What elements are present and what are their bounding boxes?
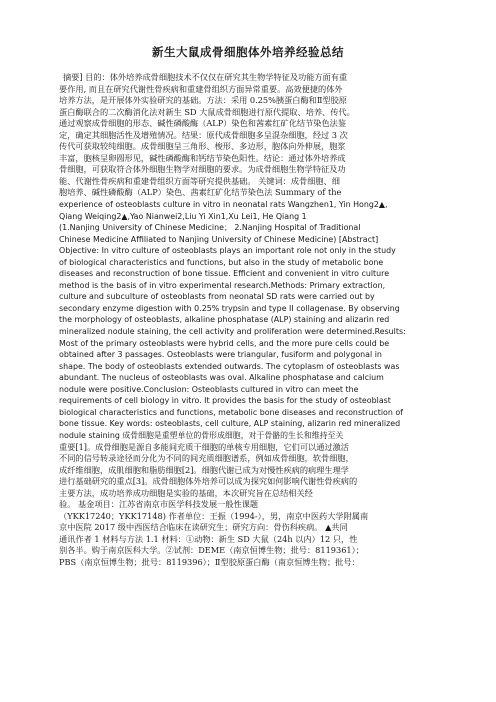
body-line: 胞培养、碱性磷酸酶（ALP）染色、茜素红矿化结节染色法 Summary of the [59,187,342,198]
body-line: 别各半。购于南京医科大学。②试剂：DEME（南京恒博生物；批号：8119361）； [59,545,364,556]
body-line: 进行基础研究的重点[3]。成骨细胞体外培养可以成为探究如何影响代谢性骨疾病的 [59,476,358,487]
body-line: Qiang Weiqing2▲,Yao Nianwei2,Liu Yi Xin1,Xu Lei1, He Qiang 1 [59,211,307,221]
body-line: 骨细胞，可获取符合体外细胞生物学对细胞的要求。为成骨细胞生物学特征及功 [59,164,346,175]
document-title: 新生大鼠成骨细胞体外培养经验总结 [152,45,344,59]
body-line: 摘要] 目的：体外培养成骨细胞技术不仅仅在研究其生物学特征及功能方面有重 [63,72,348,82]
body-line: shape. The body of osteoblasts extended outwards. The cytoplasm of osteoblasts was [59,361,400,371]
body-line: 成纤维细胞，成肌细胞和脂肪细胞[2]。细胞代谢已成为对慢性疾病的病理生理学 [59,464,349,475]
body-line: 通讯作者 1 材料与方法 1.1 材料：①动物：新生 SD 大鼠（24h 以内）12 只，性 [59,533,358,544]
body-line: （YKK17240；YKK17148) 作者单位：王振（1994-），男，南京中医药大学附属南 [59,510,369,521]
body-line: 要作用, 而且在研究代谢性骨疾病和重建骨组织方面异常重要。高效便捷的体外 [59,83,343,94]
body-line: bone tissue. Key words: osteoblasts, cell culture, ALP staining, alizarin red mineralized [59,419,401,429]
body-line: 蛋白酶联合的二次酶消化法对新生 SD 大鼠成骨细胞进行原代提取、培养、传代。 [59,106,355,117]
body-line: PBS（南京恒博生物；批号：8119396）；Ⅱ型胶原蛋白酶（南京恒博生物；批号： [59,556,360,567]
body-line: obtained after 3 passages. Osteoblasts were triangular, fusiform and polygonal in [59,350,382,360]
body-line: 通过观察成骨细胞的形态、碱性磷酸酶（ALP）染色和茜素红矿化结节染色法鉴 [59,118,347,129]
body-line: 主要方法，成功培养成功细胞是实验的基础，本次研究旨在总结相关经 [59,487,313,498]
body-line: 丰富，胞核呈卵圆形见，碱性磷酸酶和钙结节染色阳性。结论：通过体外培养成 [59,152,346,163]
body-line: of biological characteristics and functions, but also in the study of metabolic bone [59,257,384,267]
body-line: 定，确定其细胞活性及增殖情况。结果：原代成骨细胞多呈混杂细胞，经过 3 次 [59,129,348,140]
body-line: (1.Nanjing University of Chinese Medicine； 2.Nanjing Hospital of Traditional [59,223,361,233]
document-body [59,72,439,569]
body-line: mineralized nodule staining, the cell activity and proliferation were determined.Results: [59,327,406,337]
body-line: 验。 基金项目：江苏省南京市医学科技发展一般性课题 [59,499,259,510]
body-line: Objective: In vitro culture of osteoblasts plays an important role not only in the study [59,246,396,256]
body-line: 京中医院 2017 级中西医结合临床在读研究生；研究方向：骨伤科疾病。 ▲共同 [59,522,348,533]
body-line: requirements of cell biology in vitro. It provides the basis for the study of osteoblast [59,396,391,406]
body-line: 培养方法，是开展体外实验研究的基础。方法：采用 0.25%胰蛋白酶和Ⅱ型胶原 [59,95,347,106]
body-line: diseases and reconstruction of bone tissue. Efficient and convenient in vitro culture [59,269,390,279]
body-line: 重要[1]。成骨细胞是源自多能间充质干细胞的单核专用细胞，它们可以通过激活 [59,441,349,452]
body-line: Most of the primary osteoblasts were hybrid cells, and the more pure cells could be [59,338,390,348]
body-line: nodule staining 成骨细胞是重塑单位的骨形成细胞，对于骨骼的生长和维持至关 [59,430,344,440]
body-line: the morphology of osteoblasts, alkaline phosphatase (ALP) staining and alizarin red [59,315,390,325]
body-line: experience of osteoblasts culture in vitro in neonatal rats Wangzhen1, Yin Hong2▲, [59,200,388,210]
body-line: nodule were positive.Conclusion: Osteoblasts cultured in vitro can meet the [59,384,359,394]
body-line: 能、代谢性骨疾病和重建骨组织方面等研究提供基础。 关键词：成骨细胞、细 [59,175,340,186]
body-line: 传代可获取较纯细胞。成骨细胞呈三角形、梭形、多边形，胞体向外伸展，胞浆 [59,141,346,152]
body-line: method is the basis of in vitro experimental research.Methods: Primary extraction, [59,280,386,290]
body-line: culture and subculture of osteoblasts from neonatal SD rats were carried out by [59,292,375,302]
body-line: Chinese Medicine Affiliated to Nanjing University of Chinese Medicine) [Abstract] [59,234,379,244]
body-line: secondary enzyme digestion with 0.25% trypsin and type II collagenase. By observing [59,303,400,313]
body-line: biological characteristics and functions, metabolic bone diseases and reconstruction of [59,407,403,417]
body-line: abundant. The nucleus of osteoblasts was oval. Alkaline phosphatase and calcium [59,373,384,383]
body-line: 不同的信号转录途径而分化为不同的间充质细胞谱系，例如成骨细胞，软骨细胞， [59,453,354,464]
